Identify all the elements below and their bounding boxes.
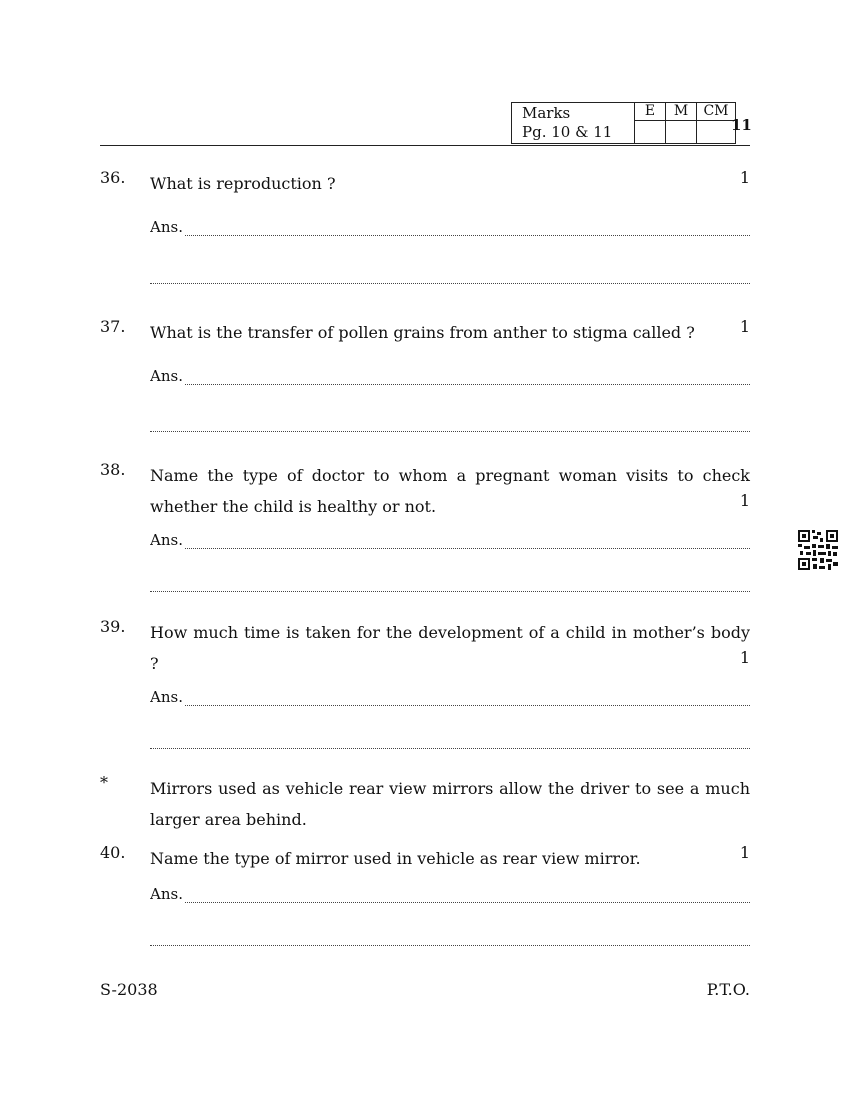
- answer-prefix: Ans.: [150, 218, 183, 236]
- page-number: 11: [731, 116, 752, 134]
- marks-col-cm: CM: [697, 103, 736, 121]
- question-marks: 1: [739, 491, 750, 510]
- marks-table: [511, 102, 736, 144]
- answer-prefix: Ans.: [150, 531, 183, 549]
- qr-code-icon: [798, 530, 838, 570]
- question-text: Name the type of mirror used in vehicle as rear view mirror.: [150, 849, 641, 868]
- marks-label: [512, 103, 635, 144]
- question-number: 40.: [100, 843, 126, 862]
- paper-code: S-2038: [100, 980, 158, 999]
- answer-prefix: Ans.: [150, 688, 183, 706]
- header-divider: [100, 145, 750, 146]
- answer-line[interactable]: [150, 688, 750, 706]
- answer-prefix: Ans.: [150, 367, 183, 385]
- question-text: How much time is taken for the development of a child in mother’s body ?: [150, 623, 750, 673]
- answer-line[interactable]: [150, 414, 750, 432]
- question-text: Name the type of doctor to whom a pregnant woman visits to check whether the child is healthy or not.: [150, 466, 750, 516]
- question-marks: 1: [739, 843, 750, 862]
- marks-cell-cm: [697, 121, 736, 144]
- answer-prefix: Ans.: [150, 885, 183, 903]
- question-marks: 1: [739, 648, 750, 667]
- answer-line[interactable]: [150, 928, 750, 946]
- answer-line[interactable]: [150, 731, 750, 749]
- question-number: 37.: [100, 317, 126, 336]
- question-text: What is reproduction ?: [150, 174, 336, 193]
- answer-line[interactable]: [150, 218, 750, 236]
- marks-col-m: M: [666, 103, 697, 121]
- question-marks: 1: [739, 168, 750, 187]
- answer-line[interactable]: [150, 266, 750, 284]
- answer-line[interactable]: [150, 531, 750, 549]
- answer-line[interactable]: [150, 885, 750, 903]
- question-marks: 1: [739, 317, 750, 336]
- question-number: 36.: [100, 168, 126, 187]
- question-number: 38.: [100, 460, 126, 479]
- note-text: Mirrors used as vehicle rear view mirrors allow the driver to see a much larger area behind.: [150, 779, 750, 829]
- answer-line[interactable]: [150, 574, 750, 592]
- question-text: What is the transfer of pollen grains from anther to stigma called ?: [150, 323, 695, 342]
- answer-line[interactable]: [150, 367, 750, 385]
- marks-cell-m: [666, 121, 697, 144]
- question-number: 39.: [100, 617, 126, 636]
- marks-col-e: E: [635, 103, 666, 121]
- note-marker: *: [100, 773, 108, 792]
- marks-label-line2: Pg. 10 & 11: [522, 123, 613, 141]
- marks-cell-e: [635, 121, 666, 144]
- pto-label: P.T.O.: [706, 980, 750, 999]
- marks-label-line1: Marks: [522, 104, 571, 122]
